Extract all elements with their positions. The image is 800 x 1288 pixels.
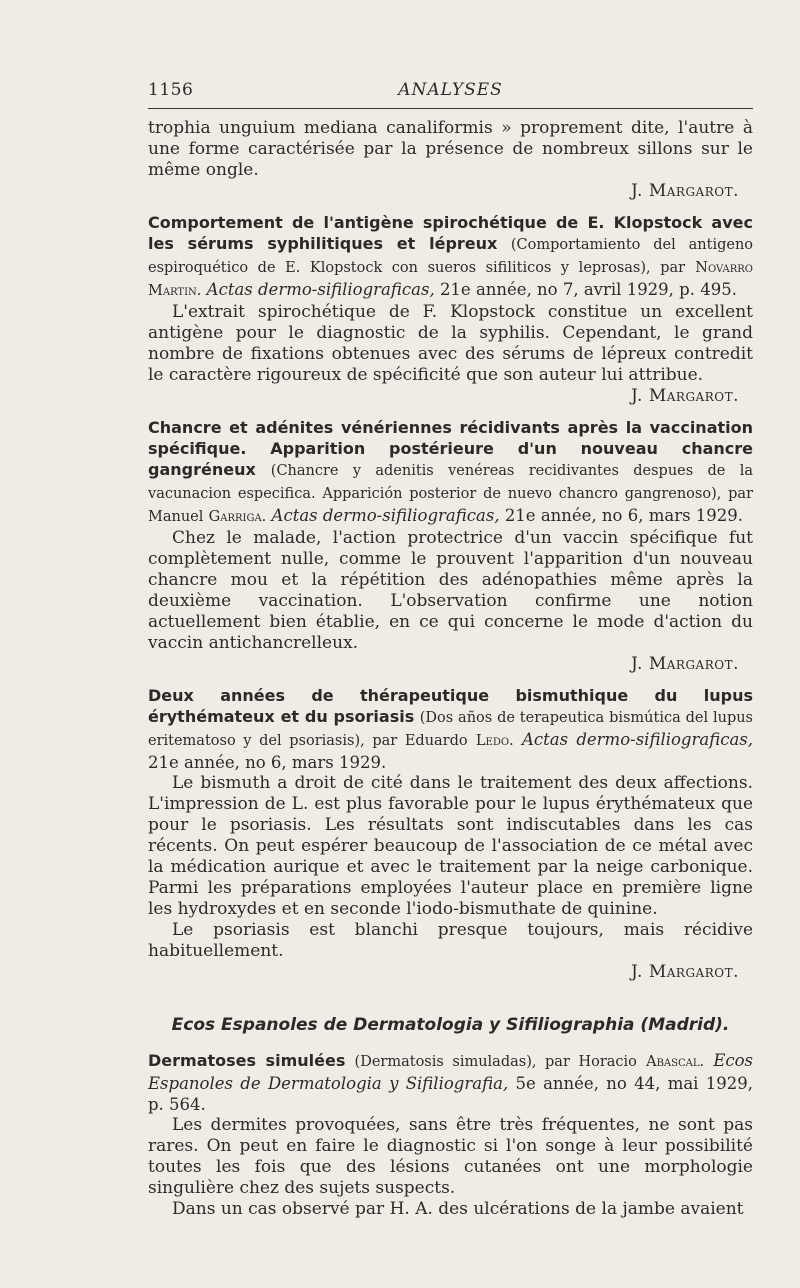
entry-paragraph: Les dermites provoquées, sans être très fréquentes, ne sont pas rares. On peut en faire le diagnostic si l'on songe à leur possibilité toutes les fois que des lésions cutanées ont une morphologie singulière chez des sujets suspects.	[148, 1115, 753, 1198]
entry-reference: (Dermatosis simuladas), par Horacio	[354, 1054, 637, 1070]
entry-journal: Actas dermo-sifiliograficas,	[521, 730, 754, 749]
entry-title: Comportement de l'antigène spirochétique de E. Klopstock avec les sérums syphilitiques et lépreux	[148, 213, 753, 253]
entry-journal: Actas dermo-sifiliograficas,	[271, 506, 500, 525]
entry-reference: (Comportamiento del antigeno espiroquético de E. Klopstock con sueros sifiliticos y leprosas), par	[148, 237, 754, 276]
continuation-text: trophia unguium mediana canaliformis » proprement dite, l'autre à une forme caractérisée par la présence de nombreux sillons sur le même ongle.	[148, 118, 753, 180]
entry-heading	[148, 1050, 753, 1115]
entry-title: Deux années de thérapeutique bismuthique du lupus érythémateux et du psoriasis	[148, 686, 753, 726]
entry-author: Novarro Martin.	[148, 260, 753, 299]
entry-title: Dermatoses simulées	[148, 1051, 346, 1070]
header-rule	[148, 108, 753, 109]
review-entry	[148, 212, 753, 407]
entry-paragraph: Le psoriasis est blanchi presque toujours, mais récidive habituellement.	[148, 920, 753, 961]
entry-journal: Actas dermo-sifiliograficas,	[206, 280, 435, 299]
entry-reference: (Dos años de terapeutica bismútica del lupus eritematoso y del psoriasis), par Eduardo	[148, 710, 754, 749]
entry-heading	[148, 212, 753, 302]
page-content	[148, 118, 753, 1220]
entry-heading	[148, 685, 753, 773]
continuation-signature: J. Margarot.	[631, 181, 739, 201]
entry-paragraph: Chez le malade, l'action protectrice d'un vaccin spécifique fut complètement nulle, comme le prouvent l'apparition d'un nouveau chancre mou et la répétition des adénopathies même après la deuxième vaccination. L'observation confirme une notion actuellement bien établie, en ce qui concerne le mode d'action du vaccin antichancrelleux.	[148, 528, 753, 653]
entry-signature: J. Margarot.	[631, 962, 739, 982]
review-entry	[148, 685, 753, 983]
running-title: ANALYSES	[398, 80, 503, 100]
journal-section-title: Ecos Espanoles de Dermatologia y Sifiliographia (Madrid).	[171, 1015, 730, 1035]
entry-details: 5e année, no 44, mai 1929, p. 564.	[148, 1074, 754, 1114]
entry-reference: (Chancre y adenitis venéreas recidivantes despues de la vacunacion especifica. Apparición posterior de nuevo chancro gangrenoso), par Manuel	[148, 463, 754, 525]
entry-paragraph: Dans un cas observé par H. A. des ulcérations de la jambe avaient	[172, 1199, 744, 1219]
entry-author: Ledo.	[475, 733, 514, 749]
entry-paragraph: Le bismuth a droit de cité dans le traitement des deux affections. L'impression de L. est plus favorable pour le lupus érythémateux que pour le psoriasis. Les résultats sont indiscutables dans les cas récents. On peut espérer beaucoup de l'association de ce métal avec la médication aurique et avec le traitement par la neige carbonique. Parmi les préparations employées l'auteur place en première ligne les hydroxydes et en seconde l'iodo-bismuthate de quinine.	[148, 773, 753, 919]
entry-signature: J. Margarot.	[631, 654, 739, 674]
entry-details: 21e année, no 6, mars 1929.	[148, 753, 387, 772]
page-header	[148, 80, 753, 104]
entry-journal: Ecos Espanoles de Dermatologia y Sifiliografia,	[148, 1051, 753, 1093]
entry-title: Chancre et adénites vénériennes récidivants après la vaccination spécifique. Apparition postérieure d'un nouveau chancre gangréneux	[148, 418, 753, 479]
review-entry	[148, 417, 753, 675]
review-entry	[148, 1050, 753, 1220]
entry-details: 21e année, no 7, avril 1929, p. 495.	[439, 280, 737, 299]
entry-author: Garriga.	[208, 509, 267, 525]
entry-paragraph: L'extrait spirochétique de F. Klopstock constitue un excellent antigène pour le diagnostic de la syphilis. Cependant, le grand nombre de fixations obtenues avec des sérums de lépreux contredit le caractère rigoureux de spécificité que son auteur lui attribue.	[148, 302, 753, 385]
page-number: 1156	[148, 80, 194, 100]
entry-details: 21e année, no 6, mars 1929.	[504, 506, 744, 525]
entry-signature: J. Margarot.	[631, 386, 739, 406]
entry-heading	[148, 417, 753, 528]
entry-author: Abascal.	[646, 1054, 705, 1070]
